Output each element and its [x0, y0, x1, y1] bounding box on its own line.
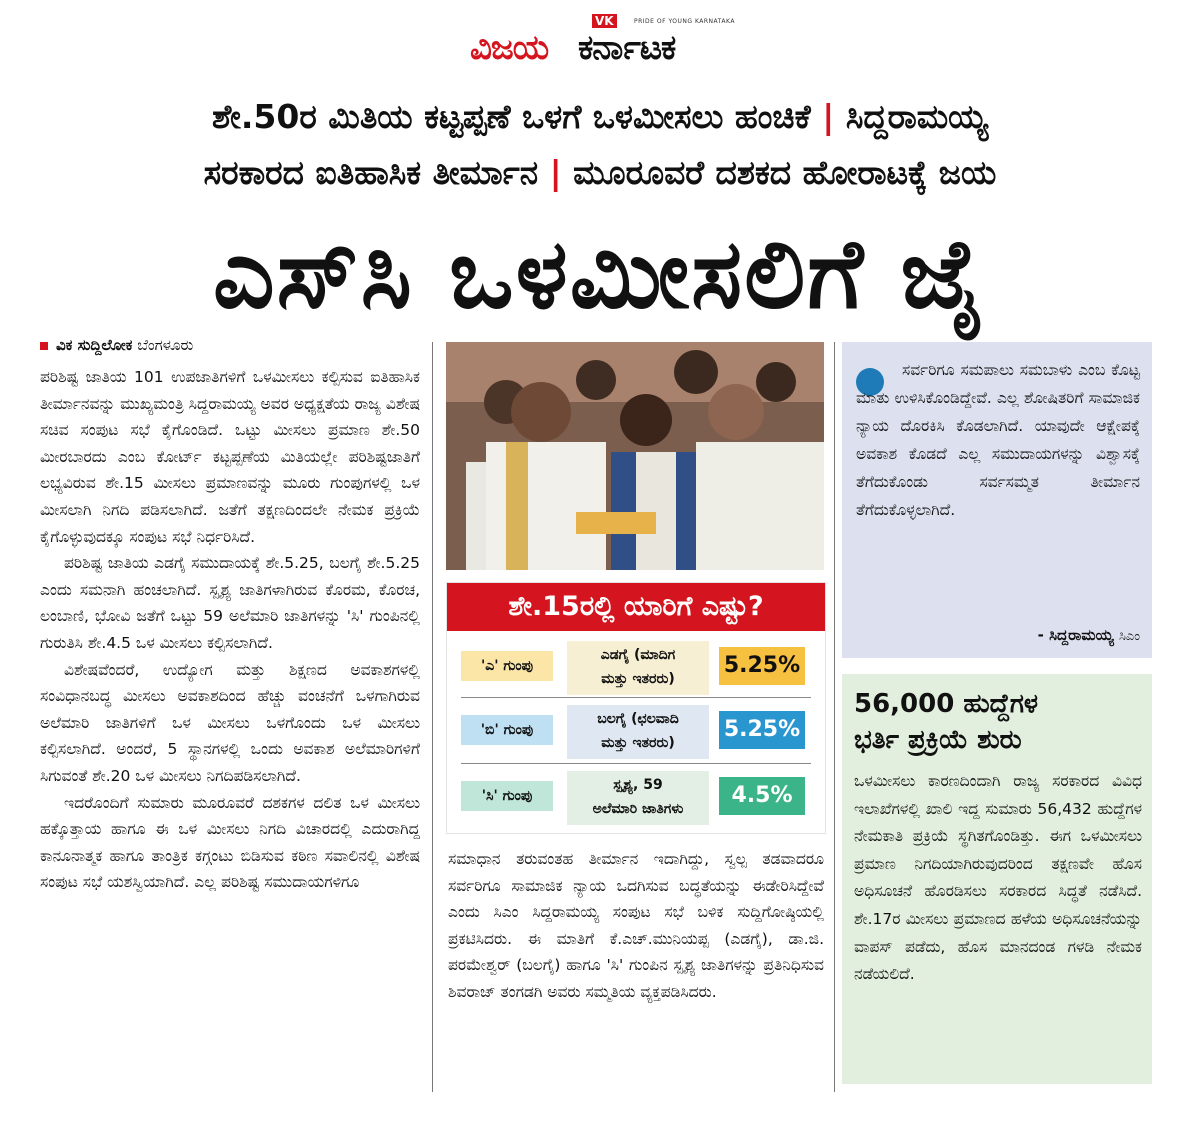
- quota-desc-line: ಅಲೆಮಾರಿ ಜಾತಿಗಳು: [592, 801, 684, 817]
- quota-group-desc: [567, 641, 709, 695]
- recruitment-title-line: 56,000 ಹುದ್ದೆಗಳ: [854, 689, 1039, 719]
- photo-illustration: [446, 342, 824, 570]
- quota-value: 5.25%: [719, 711, 805, 749]
- quote-author-role: ಸಿಎಂ: [1118, 629, 1140, 644]
- quota-group-desc: [567, 705, 709, 759]
- quota-row-c: [447, 767, 825, 827]
- quota-table: [446, 582, 826, 834]
- quota-desc-line: ಮತ್ತು ಇತರರು): [601, 735, 675, 751]
- deck-separator: |: [822, 97, 835, 136]
- quota-value: 4.5%: [719, 777, 805, 815]
- deck-line-2-a: ಸರಕಾರದ ಐತಿಹಾಸಿಕ ತೀರ್ಮಾನ: [203, 153, 539, 192]
- deck-line-2: [0, 153, 1200, 193]
- article-paragraph: ಇದರೊಂದಿಗೆ ಸುಮಾರು ಮೂರೂವರೆ ದಶಕಗಳ ದಲಿತ ಒಳ ಮೀಸಲು ಹಕ್ಕೊತ್ತಾಯ ಹಾಗೂ ಈ ಒಳ ಮೀಸಲು ನಿಗದಿ ವಿಚಾರದಲ್ಲಿ ಎದುರಾಗಿದ್ದ ಕಾನೂನಾತ್ಮಕ ಹಾಗೂ ತಾಂತ್ರಿಕ ಕಗ್ಗಂಟು ಬಿಡಿಸುವ ಕಠಿಣ ಸವಾಲಿನಲ್ಲಿ ವಿಶೇಷ ಸಂಪುಟ ಸಭೆ ಯಶಸ್ವಿಯಾಗಿದೆ. ಎಲ್ಲ ಪರಿಶಿಷ್ಟ ಸಮುದಾಯಗಳಿಗೂ: [40, 793, 420, 892]
- article-paragraph: ಪರಿಶಿಷ್ಟ ಜಾತಿಯ ಎಡಗೈ ಸಮುದಾಯಕ್ಕೆ ಶೇ.5.25, ಬಲಗೈ ಶೇ.5.25 ಎಂದು ಸಮನಾಗಿ ಹಂಚಲಾಗಿದೆ. ಸ್ಪೃಶ್ಯ ಜಾತಿಗಳಾಗಿರುವ ಕೊರಮ, ಕೊರಚ, ಲಂಬಾಣಿ, ಭೋವಿ ಜತೆಗೆ ಒಟ್ಟು 59 ಅಲೆಮಾರಿ ಜಾತಿಗಳನ್ನು 'ಸಿ' ಗುಂಪಿನಲ್ಲಿ ಗುರುತಿಸಿ ಶೇ.4.5 ಒಳ ಮೀಸಲು ಕಲ್ಪಿಸಲಾಗಿದೆ.: [40, 554, 420, 652]
- quota-desc-line: ಬಲಗೈ (ಛಲವಾದಿ: [597, 711, 679, 727]
- quote-author: [856, 626, 1140, 644]
- quota-group-label: 'ಬಿ' ಗುಂಪು: [461, 715, 553, 745]
- article-paragraph: ವಿಶೇಷವೆಂದರೆ, ಉದ್ಯೋಗ ಮತ್ತು ಶಿಕ್ಷಣದ ಅವಕಾಶಗಳಲ್ಲಿ ಸಂವಿಧಾನಬದ್ಧ ಮೀಸಲು ಅವಕಾಶದಿಂದ ಹೆಚ್ಚು ವಂಚನೆಗೆ ಒಳಗಾಗಿರುವ ಅಲೆಮಾರಿ ಜಾತಿಗಳಿಗೆ ಒಳ ಮೀಸಲು ಒಳಗೊಂದು ಒಳ ಮೀಸಲು ಕಲ್ಪಿಸಲಾಗಿದೆ. ಅಂದರೆ, 5 ಸ್ಥಾನಗಳಲ್ಲಿ ಒಂದು ಅವಕಾಶ ಅಲೆಮಾರಿಗಳಿಗೆ ಸಿಗುವಂತೆ ಶೇ.20 ಒಳ ಮೀಸಲು ನಿಗದಿಪಡಿಸಲಾಗಿದೆ.: [40, 660, 420, 785]
- quota-group-label: 'ಎ' ಗುಂಪು: [461, 651, 553, 681]
- quota-desc-line: ಸ್ಪೃಶ್ಯ, 59: [613, 777, 663, 793]
- quota-value: 5.25%: [719, 647, 805, 685]
- deck-line-2-b: ಮೂರೂವರೆ ದಶಕದ ಹೋರಾಟಕ್ಕೆ ಜಯ: [573, 153, 997, 192]
- logo-karnataka: ಕರ್ನಾಟಕ: [578, 28, 676, 68]
- recruitment-text: ಒಳಮೀಸಲು ಕಾರಣದಿಂದಾಗಿ ರಾಜ್ಯ ಸರಕಾರದ ವಿವಿಧ ಇಲಾಖೆಗಳಲ್ಲಿ ಖಾಲಿ ಇದ್ದ ಸುಮಾರು 56,432 ಹುದ್ದೆಗಳ ನೇಮಕಾತಿ ಪ್ರಕ್ರಿಯೆ ಸ್ಥಗಿತಗೊಂಡಿತ್ತು. ಈಗ ಒಳಮೀಸಲು ಪ್ರಮಾಣ ನಿಗದಿಯಾಗಿರುವುದರಿಂದ ತಕ್ಷಣವೇ ಹೊಸ ಅಧಿಸೂಚನೆ ಹೊರಡಿಸಲು ಸರಕಾರದ ಸಿದ್ಧತೆ ನಡೆಸಿದೆ. ಶೇ.17ರ ಮೀಸಲು ಪ್ರಮಾಣದ ಹಳೆಯ ಅಧಿಸೂಚನೆಯನ್ನು ವಾಪಸ್ ಪಡೆದು, ಹೊಸ ಮಾನದಂಡ ಗಳಡಿ ನೇಮಕ ನಡೆಯಲಿದೆ.: [854, 772, 1142, 984]
- deck-separator: |: [549, 153, 562, 192]
- recruitment-box: [842, 674, 1152, 1084]
- byline-place: ಬೆಂಗಳೂರು: [137, 336, 194, 354]
- main-headline: ಎಸ್‌ಸಿ ಒಳಮೀಸಲಿಗೆ ಜೈ: [213, 218, 987, 330]
- column-divider: [834, 342, 835, 1092]
- masthead: [0, 0, 1200, 80]
- article-column-2: [448, 846, 824, 1006]
- quote-text-block: [856, 356, 1140, 524]
- recruitment-title: [854, 686, 1144, 758]
- quota-group-desc: [567, 771, 709, 825]
- byline-org: ವಿಕ ಸುದ್ದಿಲೋಕ: [56, 336, 133, 354]
- quote-author-name: - ಸಿದ್ದರಾಮಯ್ಯ: [1037, 626, 1114, 644]
- article-column-1: [40, 364, 420, 896]
- quota-row-divider: [461, 763, 811, 764]
- logo-tagline: PRIDE OF YOUNG KARNATAKA: [634, 18, 735, 25]
- logo-badge: VK: [592, 14, 617, 28]
- quota-desc-line: ಮತ್ತು ಇತರರು): [601, 671, 675, 687]
- quota-table-title: ಶೇ.15ರಲ್ಲಿ ಯಾರಿಗೆ ಎಷ್ಟು?: [447, 583, 825, 631]
- quote-box: [842, 342, 1152, 658]
- byline-square-icon: [40, 342, 48, 350]
- recruitment-title-line: ಭರ್ತಿ ಪ್ರಕ್ರಿಯೆ ಶುರು: [854, 725, 1022, 755]
- quota-row-b: [447, 701, 825, 761]
- column-divider: [432, 342, 433, 1092]
- deck-line-1-b: ಸಿದ್ದರಾಮಯ್ಯ: [845, 97, 989, 136]
- article-paragraph: ಪರಿಶಿಷ್ಟ ಜಾತಿಯ 101 ಉಪಜಾತಿಗಳಿಗೆ ಒಳಮೀಸಲು ಕಲ್ಪಿಸುವ ಐತಿಹಾಸಿಕ ತೀರ್ಮಾನವನ್ನು ಮುಖ್ಯಮಂತ್ರಿ ಸಿದ್ದರಾಮಯ್ಯ ಅವರ ಅಧ್ಯಕ್ಷತೆಯ ರಾಜ್ಯ ವಿಶೇಷ ಸಚಿವ ಸಂಪುಟ ಸಭೆ ಕೈಗೊಂಡಿದೆ. ಒಟ್ಟು ಮೀಸಲು ಪ್ರಮಾಣ ಶೇ.50 ಮೀರಬಾರದು ಎಂಬ ಕೋರ್ಟ್ ಕಟ್ಟಪ್ಪಣೆಯ ಮಿತಿಯಲ್ಲೇ ಪರಿಶಿಷ್ಟಜಾತಿಗೆ ಲಭ್ಯವಿರುವ ಶೇ.15 ಮೀಸಲು ಪ್ರಮಾಣವನ್ನು ಮೂರು ಗುಂಪುಗಳಲ್ಲಿ ಒಳ ಮೀಸಲಾಗಿ ನಿಗದಿ ಪಡಿಸಲಾಗಿದೆ. ಜತೆಗೆ ತಕ್ಷಣದಿಂದಲೇ ನೇಮಕ ಪ್ರಕ್ರಿಯೆ ಕೈಗೊಳ್ಳುವುದಕ್ಕೂ ಸಂಪುಟ ಸಭೆ ನಿರ್ಧರಿಸಿದೆ.: [40, 368, 420, 546]
- deck-line-1-a: ಶೇ.50ರ ಮಿತಿಯ ಕಟ್ಟಪ್ಪಣೆ ಒಳಗೆ ಒಳಮೀಸಲು ಹಂಚಿಕೆ: [211, 97, 811, 136]
- byline: [40, 336, 193, 354]
- quote-text: ಸರ್ವರಿಗೂ ಸಮಪಾಲು ಸಮಬಾಳು ಎಂಬ ಕೊಟ್ಟ ಮಾತು ಉಳಿಸಿಕೊಂಡಿದ್ದೇವೆ. ಎಲ್ಲ ಶೋಷಿತರಿಗೆ ಸಾಮಾಜಿಕ ನ್ಯಾಯ ದೊರಕಿಸಿ ಕೊಡಲಾಗಿದೆ. ಯಾವುದೇ ಆಕ್ಷೇಪಕ್ಕೆ ಅವಕಾಶ ಕೊಡದೆ ಎಲ್ಲ ಸಮುದಾಯಗಳನ್ನು ವಿಶ್ವಾಸಕ್ಕೆ ತೆಗೆದುಕೊಂಡು ಸರ್ವಸಮ್ಮತ ತೀರ್ಮಾನ ತೆಗೆದುಕೊಳ್ಳಲಾಗಿದೆ.: [856, 361, 1140, 519]
- article-paragraph: ಸಮಾಧಾನ ತರುವಂತಹ ತೀರ್ಮಾನ ಇದಾಗಿದ್ದು, ಸ್ವಲ್ಪ ತಡವಾದರೂ ಸರ್ವರಿಗೂ ಸಾಮಾಜಿಕ ನ್ಯಾಯ ಒದಗಿಸುವ ಬದ್ಧತೆಯನ್ನು ಈಡೇರಿಸಿದ್ದೇವೆ ಎಂದು ಸಿಎಂ ಸಿದ್ದರಾಮಯ್ಯ ಸಂಪುಟ ಸಭೆ ಬಳಿಕ ಸುದ್ದಿಗೋಷ್ಠಿಯಲ್ಲಿ ಪ್ರಕಟಿಸಿದರು. ಈ ಮಾತಿಗೆ ಕೆ.ಎಚ್.ಮುನಿಯಪ್ಪ (ಎಡಗೈ), ಡಾ.ಜಿ. ಪರಮೇಶ್ವರ್ (ಬಲಗೈ) ಹಾಗೂ 'ಸಿ' ಗುಂಪಿನ ಸ್ಪೃಶ್ಯ ಜಾತಿಗಳನ್ನು ಪ್ರತಿನಿಧಿಸುವ ಶಿವರಾಜ್ ತಂಗಡಗಿ ಅವರು ಸಮ್ಮತಿಯ ವ್ಯಕ್ತಪಡಿಸಿದರು.: [448, 850, 824, 1001]
- quota-row-a: [447, 637, 825, 697]
- logo-vijaya: ವಿಜಯ: [470, 28, 549, 68]
- deck-line-1: [0, 97, 1200, 137]
- quota-desc-line: ಎಡಗೈ (ಮಾದಿಗ: [600, 647, 676, 663]
- quota-group-label: 'ಸಿ' ಗುಂಪು: [461, 781, 553, 811]
- quota-row-divider: [461, 697, 811, 698]
- news-photo: [446, 342, 824, 570]
